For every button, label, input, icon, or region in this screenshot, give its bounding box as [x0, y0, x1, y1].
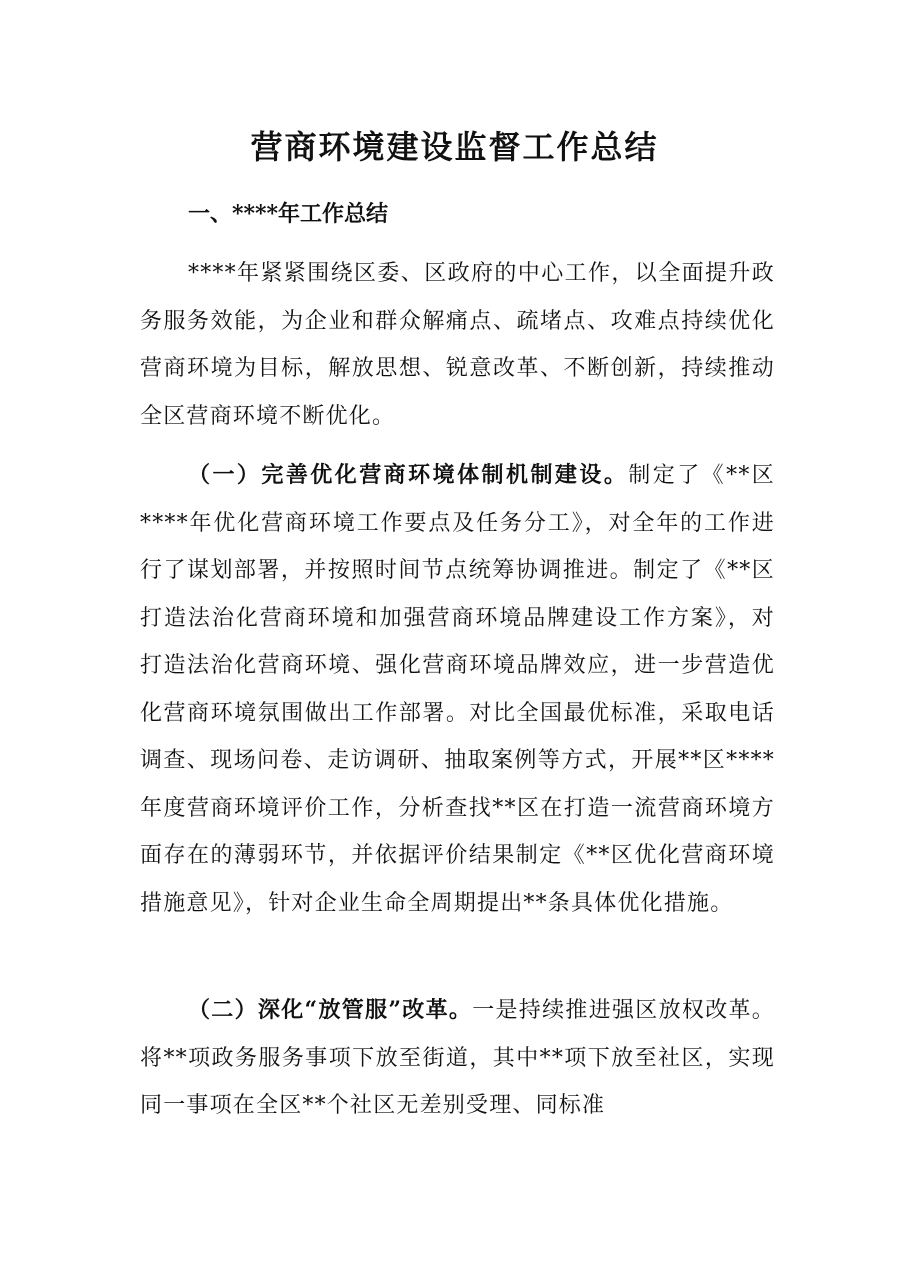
paragraph-reform — [140, 987, 775, 1130]
paragraph-intro — [140, 250, 775, 440]
paragraph-text: 一是持续推进强区放权改革。将**项政务服务事项下放至街道，其中**项下放至社区，实现同一事项在全区**个社区无差别受理、同标准 — [140, 998, 775, 1118]
paragraph-text: ****年紧紧围绕区委、区政府的中心工作，以全面提升政务服务效能，为企业和群众解痛点、疏堵点、攻难点持续优化营商环境为目标，解放思想、锐意改革、不断创新，持续推动全区营商环境不断优化。 — [140, 261, 775, 429]
paragraph-text: 制定了《**区****年优化营商环境工作要点及任务分工》，对全年的工作进行了谋划部署，并按照时间节点统筹协调推进。制定了《**区打造法治化营商环境和加强营商环境品牌建设工作方案》，对打造法治化营商环境、强化营商环境品牌效应，进一步营造优化营商环境氛围做出工作部署。对比全国最优标准，采取电话调查、现场问卷、走访调研、抽取案例等方式，开展**区****年度营商环境评价工作，分析查找**区在打造一流营商环境方面存在的薄弱环节，并依据评价结果制定《**区优化营商环境措施意见》，针对企业生命全周期提出**条具体优化措施。 — [140, 463, 775, 916]
paragraph-lead: （二）深化“放管服”改革。 — [188, 997, 473, 1023]
paragraph-mechanism — [140, 452, 775, 927]
document-title: 营商环境建设监督工作总结 — [250, 128, 659, 166]
section-heading: 一、****年工作总结 — [188, 201, 389, 227]
paragraph-lead: （一）完善优化营商环境体制机制建设。 — [188, 462, 629, 488]
